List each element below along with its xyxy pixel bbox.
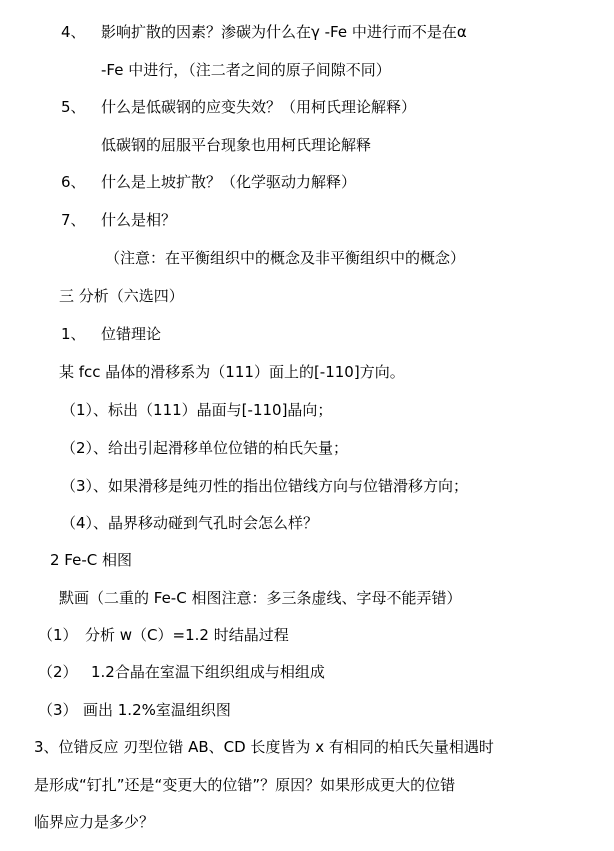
question-7-text: 什么是相？ bbox=[101, 211, 177, 229]
question-6-text: 什么是上坡扩散？（化学驱动力解释） bbox=[101, 173, 357, 191]
analysis-2-sub-1: 分析 w（C）=1.2 时结晶过程 bbox=[85, 626, 289, 644]
analysis-1-sub-3: （3）、如果滑移是纯刃性的指出位错线方向与位错滑移方向； bbox=[61, 477, 469, 495]
analysis-1-sub-1: （1）、标出（111）晶面与[-110]晶向； bbox=[61, 401, 333, 419]
item-number: （1） bbox=[38, 626, 78, 644]
analysis-3-line-1: 3、位错反应 刃型位错 AB、CD 长度皆为 x 有相同的柏氏矢量相遇时 bbox=[34, 738, 494, 756]
analysis-2-instruction: 默画（二重的 Fe-C 相图注意：多三条虚线、字母不能弄错） bbox=[59, 589, 462, 607]
analysis-2-sub-2: 1.2合晶在室温下组织组成与相组成 bbox=[91, 663, 325, 681]
question-4-continuation: -Fe 中进行，（注二者之间的原子间隙不同） bbox=[101, 61, 391, 79]
analysis-3-line-2: 是形成“钉扎”还是“变更大的位错”？原因？如果形成更大的位错 bbox=[34, 776, 456, 794]
item-number: （3） bbox=[38, 701, 78, 719]
item-number: 5、 bbox=[61, 98, 86, 116]
question-4-text: 影响扩散的因素？渗碳为什么在γ -Fe 中进行而不是在α bbox=[101, 23, 467, 41]
question-7-note: （注意：在平衡组织中的概念及非平衡组织中的概念） bbox=[105, 249, 466, 267]
analysis-1-sub-2: （2）、给出引起滑移单位位错的柏氏矢量； bbox=[61, 439, 349, 457]
analysis-2-title: 2 Fe-C 相图 bbox=[50, 551, 133, 569]
item-number: 4、 bbox=[61, 23, 86, 41]
item-number: （2） bbox=[38, 663, 78, 681]
question-5-note: 低碳钢的屈服平台现象也用柯氏理论解释 bbox=[101, 136, 372, 154]
section-heading: 三 分析（六选四） bbox=[59, 287, 184, 305]
analysis-3-line-3: 临界应力是多少？ bbox=[34, 813, 155, 831]
analysis-1-title: 位错理论 bbox=[101, 325, 162, 343]
item-number: 1、 bbox=[61, 325, 86, 343]
item-number: 6、 bbox=[61, 173, 86, 191]
item-number: 7、 bbox=[61, 211, 86, 229]
analysis-1-statement: 某 fcc 晶体的滑移系为（111）面上的[-110]方向。 bbox=[59, 363, 405, 381]
question-5-text: 什么是低碳钢的应变失效？（用柯氏理论解释） bbox=[101, 98, 417, 116]
analysis-1-sub-4: （4）、晶界移动碰到气孔时会怎么样？ bbox=[61, 514, 319, 532]
analysis-2-sub-3: 画出 1.2%室温组织图 bbox=[83, 701, 231, 719]
